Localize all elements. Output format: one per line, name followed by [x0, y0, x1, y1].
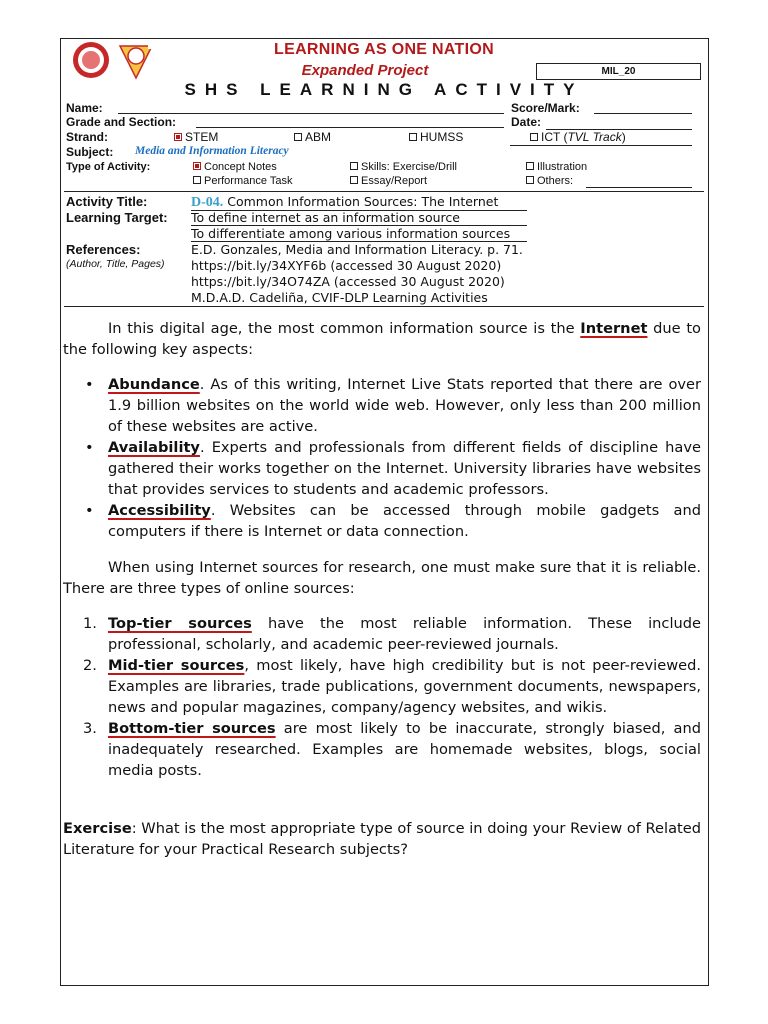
header-main: SHS LEARNING ACTIVITY [184, 80, 584, 99]
name-field[interactable] [118, 113, 504, 114]
reference-item: M.D.A.D. Cadeliña, CVIF-DLP Learning Activities [191, 290, 488, 305]
references-label: References: [66, 242, 141, 257]
checkbox-icon [350, 162, 358, 170]
strand-label: Strand: [66, 130, 108, 144]
type-concept-notes[interactable]: Concept Notes [193, 161, 277, 173]
ict-underline [510, 145, 692, 146]
strand-humss[interactable]: HUMSS [409, 130, 463, 144]
list-item: • Availability. Experts and professionals from different fields of discipline have gathered their works together on the Internet. University libraries have websites that provides services to students and academic professors. [63, 437, 701, 500]
date-label: Date: [511, 115, 542, 129]
sources-paragraph: When using Internet sources for research, one must make sure that it is reliable. There are three types of online sources: [63, 559, 701, 597]
subject-label: Subject: [66, 145, 114, 159]
header-title: LEARNING AS ONE NATION [274, 41, 494, 58]
references-sub: (Author, Title, Pages) [66, 258, 165, 270]
checkbox-icon [530, 133, 538, 141]
reference-item: E.D. Gonzales, Media and Information Literacy. p. 71. [191, 242, 523, 257]
divider [64, 306, 704, 307]
type-skills[interactable]: Skills: Exercise/Drill [350, 161, 457, 173]
checkbox-icon [174, 133, 182, 141]
subject-value: Media and Information Literacy [135, 145, 289, 157]
checkbox-icon [526, 176, 534, 184]
list-item: 1. Top-tier sources have the most reliable information. These include professional, scholarly, and academic peer-reviewed journals. [83, 615, 702, 653]
strand-stem[interactable]: STEM [174, 130, 218, 144]
list-item: 2. Mid-tier sources, most likely, have high credibility but is not peer-reviewed. Examples are libraries, trade publications, government documents, newspapers, news and popular magazines, company/agency websites, and wikis. [83, 657, 702, 716]
checkbox-icon [526, 162, 534, 170]
divider [64, 191, 704, 192]
grade-label: Grade and Section: [66, 115, 177, 129]
type-illustration[interactable]: Illustration [526, 161, 587, 173]
type-others[interactable]: Others: [526, 175, 573, 187]
strand-abm[interactable]: ABM [294, 130, 331, 144]
type-essay[interactable]: Essay/Report [350, 175, 427, 187]
name-label: Name: [66, 101, 103, 115]
checkbox-icon [350, 176, 358, 184]
activity-code: MIL_20 [536, 63, 701, 80]
checkbox-icon [193, 176, 201, 184]
list-item: • Abundance. As of this writing, Internet Live Stats reported that there are over 1.9 billion websites on the world wide web. However, only less than 200 million of these websites are active. [63, 374, 701, 437]
strand-ict[interactable]: ICT (TVL Track) [530, 130, 626, 144]
checkbox-icon [409, 133, 417, 141]
others-field[interactable] [586, 187, 692, 188]
learning-target-2: To differentiate among various information sources [191, 226, 527, 242]
type-performance[interactable]: Performance Task [193, 175, 292, 187]
reference-item: https://bit.ly/34O74ZA (accessed 30 August 2020) [191, 274, 505, 289]
aspects-list [63, 374, 701, 542]
learning-target-1: To define internet as an information source [191, 210, 527, 226]
list-item: 3. Bottom-tier sources are most likely to be inaccurate, strongly biased, and inadequately researched. Examples are homemade websites, blogs, social media posts. [83, 720, 701, 779]
score-label: Score/Mark: [511, 101, 580, 115]
exercise-paragraph: Exercise: What is the most appropriate type of source in doing your Review of Related Literature for your Practical Research subjects? [63, 820, 701, 858]
type-label: Type of Activity: [66, 161, 151, 173]
score-field[interactable] [594, 113, 692, 114]
learning-target-label: Learning Target: [66, 210, 168, 225]
intro-paragraph: In this digital age, the most common information source is the Internet due to the following key aspects: [63, 320, 701, 358]
checkbox-icon [193, 162, 201, 170]
activity-title: D-04. Common Information Sources: The Internet [191, 194, 499, 210]
checkbox-icon [294, 133, 302, 141]
list-item: • Accessibility. Websites can be accessed through mobile gadgets and computers if there is Internet or data connection. [63, 500, 701, 542]
reference-item: https://bit.ly/34XYF6b (accessed 30 August 2020) [191, 258, 502, 273]
grade-field[interactable] [196, 127, 504, 128]
activity-title-label: Activity Title: [66, 194, 148, 209]
tiers-list [63, 613, 701, 781]
header-subtitle: Expanded Project [301, 62, 429, 79]
